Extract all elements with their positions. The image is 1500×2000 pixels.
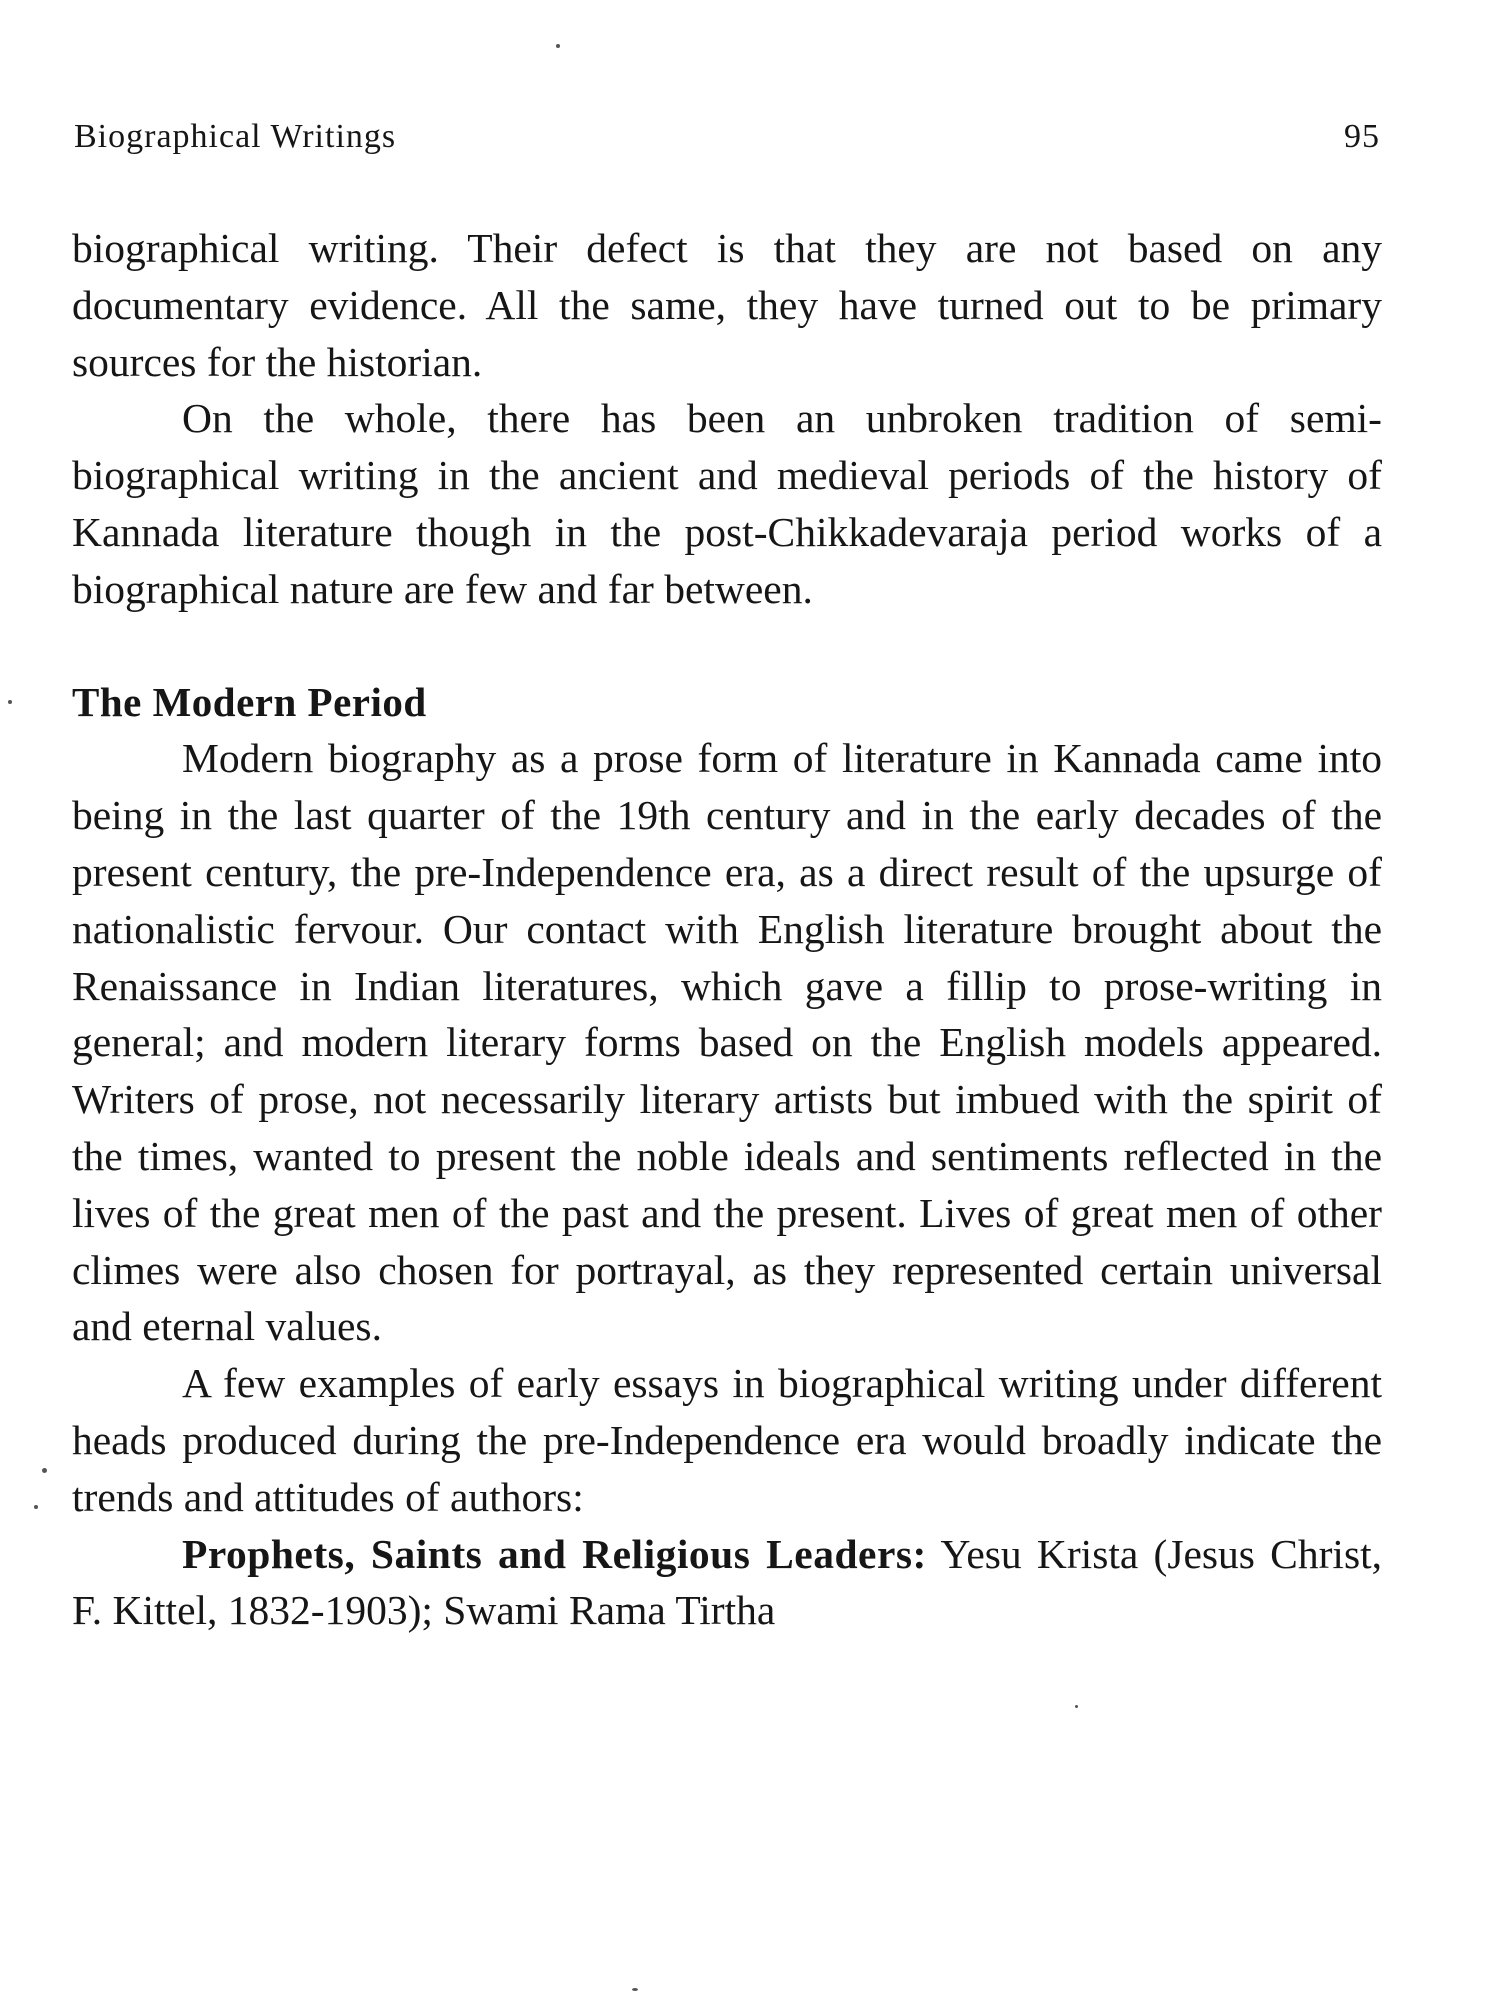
paragraph-prophets-text: Yesu Krista (Jesus Christ, F. Kittel, 1832-1903); Swami Rama Tirtha xyxy=(72,1530,1383,1634)
page-number: 95 xyxy=(1344,118,1380,155)
paragraph-prophets xyxy=(72,1526,1382,1640)
scan-speck xyxy=(556,44,560,48)
section-heading: The Modern Period xyxy=(72,678,427,725)
scan-speck xyxy=(632,1988,638,1991)
body-text xyxy=(72,220,1382,1639)
run-in-heading: Prophets, Saints and Religious Leaders: xyxy=(182,1530,927,1577)
scan-speck xyxy=(1075,1705,1078,1708)
book-page xyxy=(72,0,1382,2000)
scan-speck xyxy=(34,1505,38,1509)
paragraph-tradition: On the whole, there has been an unbroken tradition of semi-biographical writing in the ancient and medieval periods of the history of Kannada literature though in the post-Chikkadevaraja period works of a biographical nature are few and far between. xyxy=(72,395,1382,612)
running-head-title: Biographical Writings xyxy=(74,118,397,155)
paragraph-examples: A few examples of early essays in biographical writing under different heads produced during the pre-Independence era would broadly indicate the trends and attitudes of authors: xyxy=(72,1360,1382,1520)
paragraph-continued: biographical writing. Their defect is that they are not based on any documentary evidence. All the same, they have turned out to be primary sources for the historian. xyxy=(72,225,1382,385)
scan-speck xyxy=(42,1468,47,1473)
scan-speck xyxy=(8,700,12,704)
paragraph-modern-biography: Modern biography as a prose form of literature in Kannada came into being in the last quarter of the 19th century and in the early decades of the present century, the pre-Independence era, as a direct result of the upsurge of nationalistic fervour. Our contact with English literature brought about the Renaissance in Indian literatures, which gave a fillip to prose-writing in general; and modern literary forms based on the English models appeared. Writers of prose, not necessarily literary artists but imbued with the spirit of the times, wanted to present the noble ideals and sentiments reflected in the lives of the great men of the past and the present. Lives of great men of other climes were also chosen for portrayal, as they represented certain universal and eternal values. xyxy=(72,735,1382,1350)
